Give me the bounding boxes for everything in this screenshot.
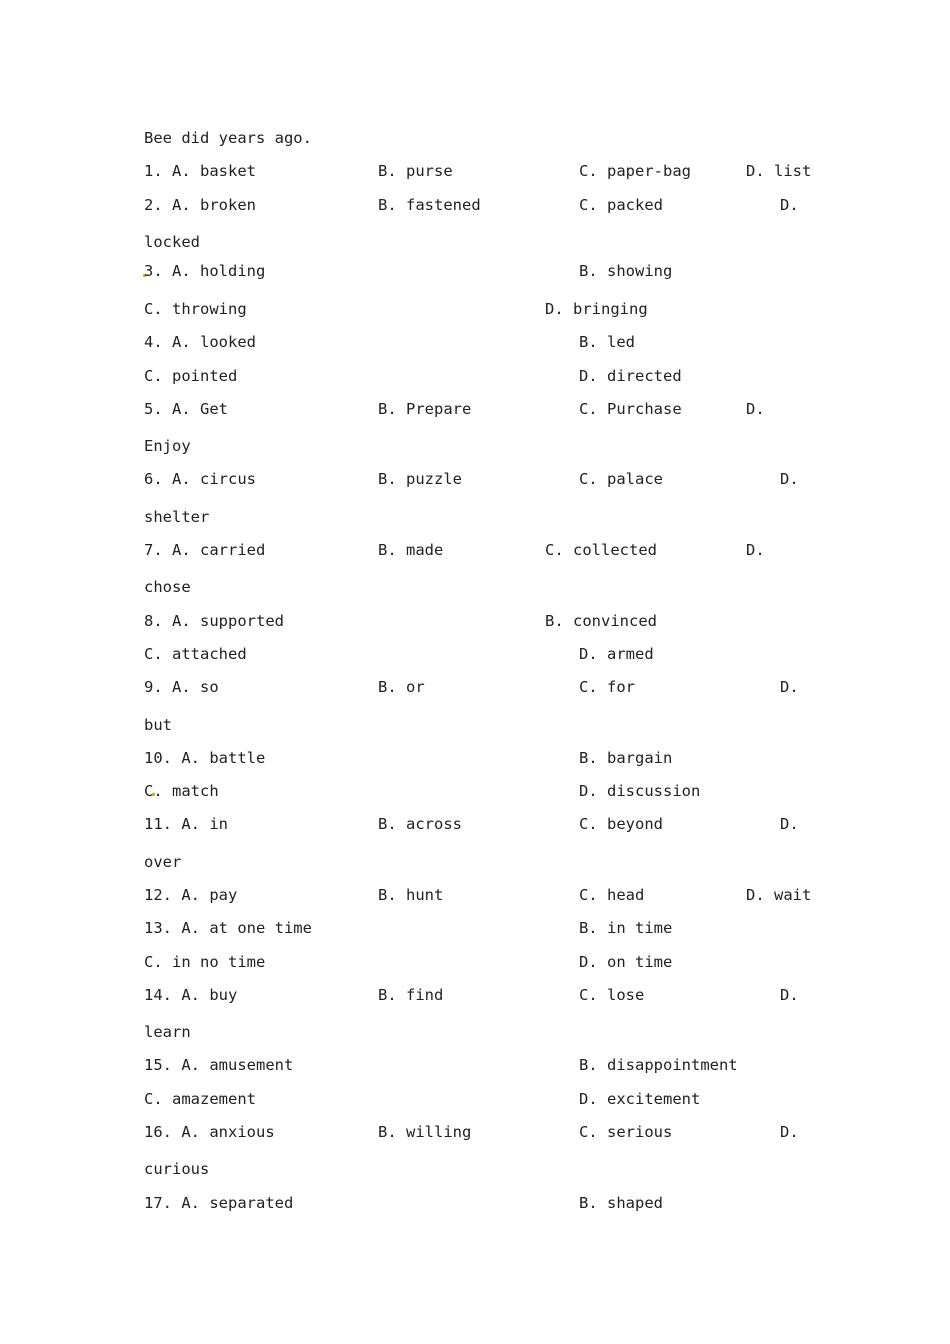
question-5-option-a: 5. A. Get: [144, 400, 228, 418]
question-1-option-c: C. paper-bag: [579, 162, 691, 180]
question-4-option-d: D. directed: [579, 367, 682, 385]
question-14-option-b: B. find: [378, 986, 444, 1004]
question-8-option-c: C. attached: [144, 645, 247, 663]
question-10-option-b: B. bargain: [579, 749, 673, 767]
question-2-option-d-text: locked: [144, 233, 200, 251]
question-6-option-c: C. palace: [579, 470, 663, 488]
question-2-option-d: D.: [780, 196, 799, 214]
question-16-option-c: C. serious: [579, 1123, 673, 1141]
question-6-option-d: D.: [780, 470, 799, 488]
question-12-option-a: 12. A. pay: [144, 886, 238, 904]
question-11-option-a: 11. A. in: [144, 815, 228, 833]
question-5-option-d-text: Enjoy: [144, 437, 191, 455]
question-12-option-d: D. wait: [746, 886, 812, 904]
question-7-option-a: 7. A. carried: [144, 541, 266, 559]
question-9-option-d: D.: [780, 678, 799, 696]
question-7-option-b: B. made: [378, 541, 444, 559]
question-14-option-c: C. lose: [579, 986, 645, 1004]
question-11-option-b: B. across: [378, 815, 462, 833]
question-17-option-a: 17. A. separated: [144, 1194, 294, 1212]
question-7-option-d-text: chose: [144, 578, 191, 596]
question-16-option-b: B. willing: [378, 1123, 472, 1141]
question-6-option-d-text: shelter: [144, 508, 210, 526]
question-13-option-d: D. on time: [579, 953, 673, 971]
question-2-option-b: B. fastened: [378, 196, 481, 214]
question-9-option-c: C. for: [579, 678, 635, 696]
question-5-option-b: B. Prepare: [378, 400, 472, 418]
question-15-option-c: C. amazement: [144, 1090, 256, 1108]
question-9-option-a: 9. A. so: [144, 678, 219, 696]
question-1-option-b: B. purse: [378, 162, 453, 180]
question-4-option-a: 4. A. looked: [144, 333, 256, 351]
question-16-option-d: D.: [780, 1123, 799, 1141]
question-9-option-b: B. or: [378, 678, 425, 696]
question-13-option-b: B. in time: [579, 919, 673, 937]
question-15-option-b: B. disappointment: [579, 1056, 738, 1074]
question-9-option-d-text: but: [144, 716, 172, 734]
question-8-option-d: D. armed: [579, 645, 654, 663]
question-8-option-b: B. convinced: [545, 612, 657, 630]
question-8-option-a: 8. A. supported: [144, 612, 284, 630]
question-7-option-c: C. collected: [545, 541, 657, 559]
question-2-option-a: 2. A. broken: [144, 196, 256, 214]
question-15-option-d: D. excitement: [579, 1090, 701, 1108]
question-11-option-d: D.: [780, 815, 799, 833]
intro-text: Bee did years ago.: [144, 129, 312, 147]
question-10-option-a: 10. A. battle: [144, 749, 266, 767]
question-13-option-a: 13. A. at one time: [144, 919, 312, 937]
question-13-option-c: C. in no time: [144, 953, 266, 971]
question-1-option-a: 1. A. basket: [144, 162, 256, 180]
question-12-option-c: C. head: [579, 886, 645, 904]
question-14-option-a: 14. A. buy: [144, 986, 238, 1004]
question-6-option-a: 6. A. circus: [144, 470, 256, 488]
question-4-option-b: B. led: [579, 333, 635, 351]
question-11-option-c: C. beyond: [579, 815, 663, 833]
question-2-option-c: C. packed: [579, 196, 663, 214]
question-14-option-d-text: learn: [144, 1023, 191, 1041]
question-1-option-d: D. list: [746, 162, 812, 180]
question-17-option-b: B. shaped: [579, 1194, 663, 1212]
question-3-option-a: 3. A. holding: [144, 262, 266, 280]
question-5-option-c: C. Purchase: [579, 400, 682, 418]
question-16-option-d-text: curious: [144, 1160, 210, 1178]
question-7-option-d: D.: [746, 541, 765, 559]
question-12-option-b: B. hunt: [378, 886, 444, 904]
question-16-option-a: 16. A. anxious: [144, 1123, 275, 1141]
question-15-option-a: 15. A. amusement: [144, 1056, 294, 1074]
question-4-option-c: C. pointed: [144, 367, 238, 385]
question-3-option-d: D. bringing: [545, 300, 648, 318]
question-10-option-d: D. discussion: [579, 782, 701, 800]
question-14-option-d: D.: [780, 986, 799, 1004]
question-3-option-c: C. throwing: [144, 300, 247, 318]
question-10-option-c: C. match: [144, 782, 219, 800]
question-11-option-d-text: over: [144, 853, 182, 871]
question-5-option-d: D.: [746, 400, 765, 418]
question-3-option-b: B. showing: [579, 262, 673, 280]
question-6-option-b: B. puzzle: [378, 470, 462, 488]
